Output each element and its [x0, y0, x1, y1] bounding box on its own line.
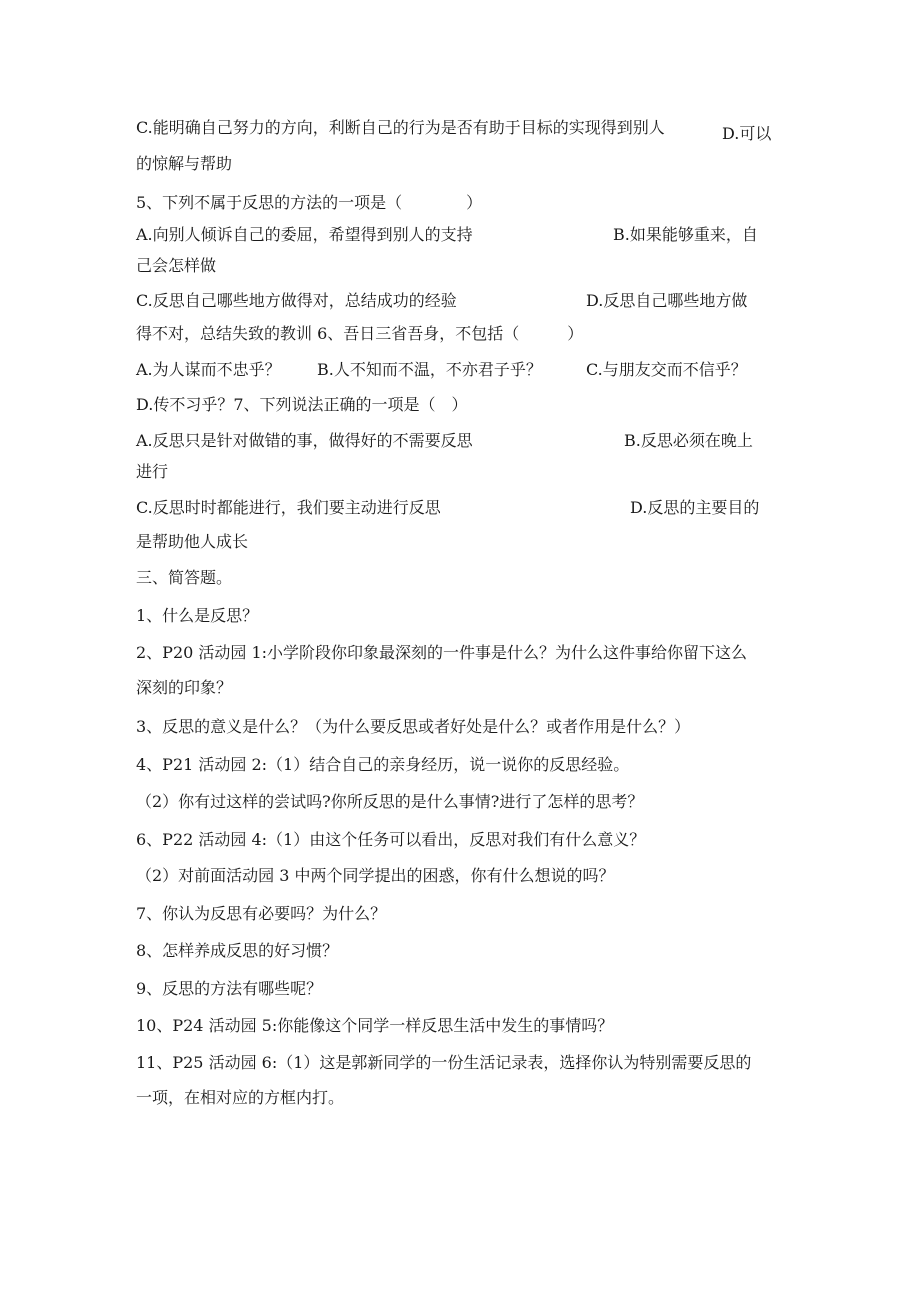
q7-option-b-line2: 进行 [136, 462, 169, 481]
section3-item: 3、反思的意义是什么？（为什么要反思或者好处是什么？或者作用是什么？） [136, 717, 691, 736]
section3-item: 深刻的印象？ [136, 678, 233, 697]
q4-option-c-line1: C.能明确自己努力的方向，利断自己的行为是否有助于目标的实现得到别人 [136, 118, 665, 137]
section3-item: （2）对前面活动园 3 中两个同学提出的困惑，你有什么想说的吗？ [136, 866, 615, 885]
section3-item: 1、什么是反思？ [136, 606, 259, 625]
q7-option-c: C.反思时时都能进行，我们要主动进行反思 [136, 498, 441, 517]
q6-option-b: B.人不知而不温，不亦君子乎？ [317, 360, 542, 379]
q6-option-c: C.与朋友交而不信乎？ [586, 360, 747, 379]
q6-option-a: A.为人谋而不忠乎？ [136, 360, 281, 379]
q5-option-b-line1: B.如果能够重来，自 [613, 225, 758, 244]
q5-option-d-line2: 得不对，总结失致的教训 6、吾日三省吾身，不包括（ ） [136, 324, 584, 343]
q7-option-b-line1: B.反思必须在晚上 [624, 431, 753, 450]
q4-option-line2: 的惊解与帮助 [136, 154, 233, 173]
q7-option-d-line2: 是帮助他人成长 [136, 532, 249, 551]
section3-item: 11、P25 活动园 6:（1）这是郭新同学的一份生活记录表，选择你认为特别需要反思的 [136, 1053, 752, 1072]
q5-option-c: C.反思自己哪些地方做得对，总结成功的经验 [136, 291, 457, 310]
section3-title: 三、简答题。 [136, 568, 233, 587]
section3-item: 6、P22 活动园 4:（1）由这个任务可以看出，反思对我们有什么意义？ [136, 830, 646, 849]
section3-item: 7、你认为反思有必要吗？为什么？ [136, 904, 387, 923]
q4-option-d-line1: D.可以 [722, 124, 772, 143]
section3-item: 10、P24 活动园 5:你能像这个同学一样反思生活中发生的事情吗？ [136, 1016, 614, 1035]
q5-option-a: A.向别人倾诉自己的委屈，希望得到别人的支持 [136, 225, 473, 244]
q5-option-b-line2: 己会怎样做 [136, 256, 217, 275]
section3-item: 2、P20 活动园 1:小学阶段你印象最深刻的一件事是什么？为什么这件事给你留下这么 [136, 643, 748, 662]
section3-item: 9、反思的方法有哪些呢？ [136, 979, 323, 998]
q7-option-a: A.反思只是针对做错的事，做得好的不需要反思 [136, 431, 473, 450]
q7-option-d-line1: D.反思的主要目的 [630, 498, 760, 517]
section3-item: 一项，在相对应的方框内打。 [136, 1088, 345, 1107]
q6-option-d-q7-stem: D.传不习乎？7、下列说法正确的一项是（ ） [136, 395, 468, 414]
section3-item: 8、怎样养成反思的好习惯？ [136, 941, 339, 960]
section3-item: （2）你有过这样的尝试吗?你所反思的是什么事情?进行了怎样的思考？ [136, 792, 644, 811]
section3-item: 4、P21 活动园 2:（1）结合自己的亲身经历，说一说你的反思经验。 [136, 755, 630, 774]
q5-stem: 5、下列不属于反思的方法的一项是（ ） [136, 193, 483, 212]
q5-option-d-line1: D.反思自己哪些地方做 [586, 291, 748, 310]
